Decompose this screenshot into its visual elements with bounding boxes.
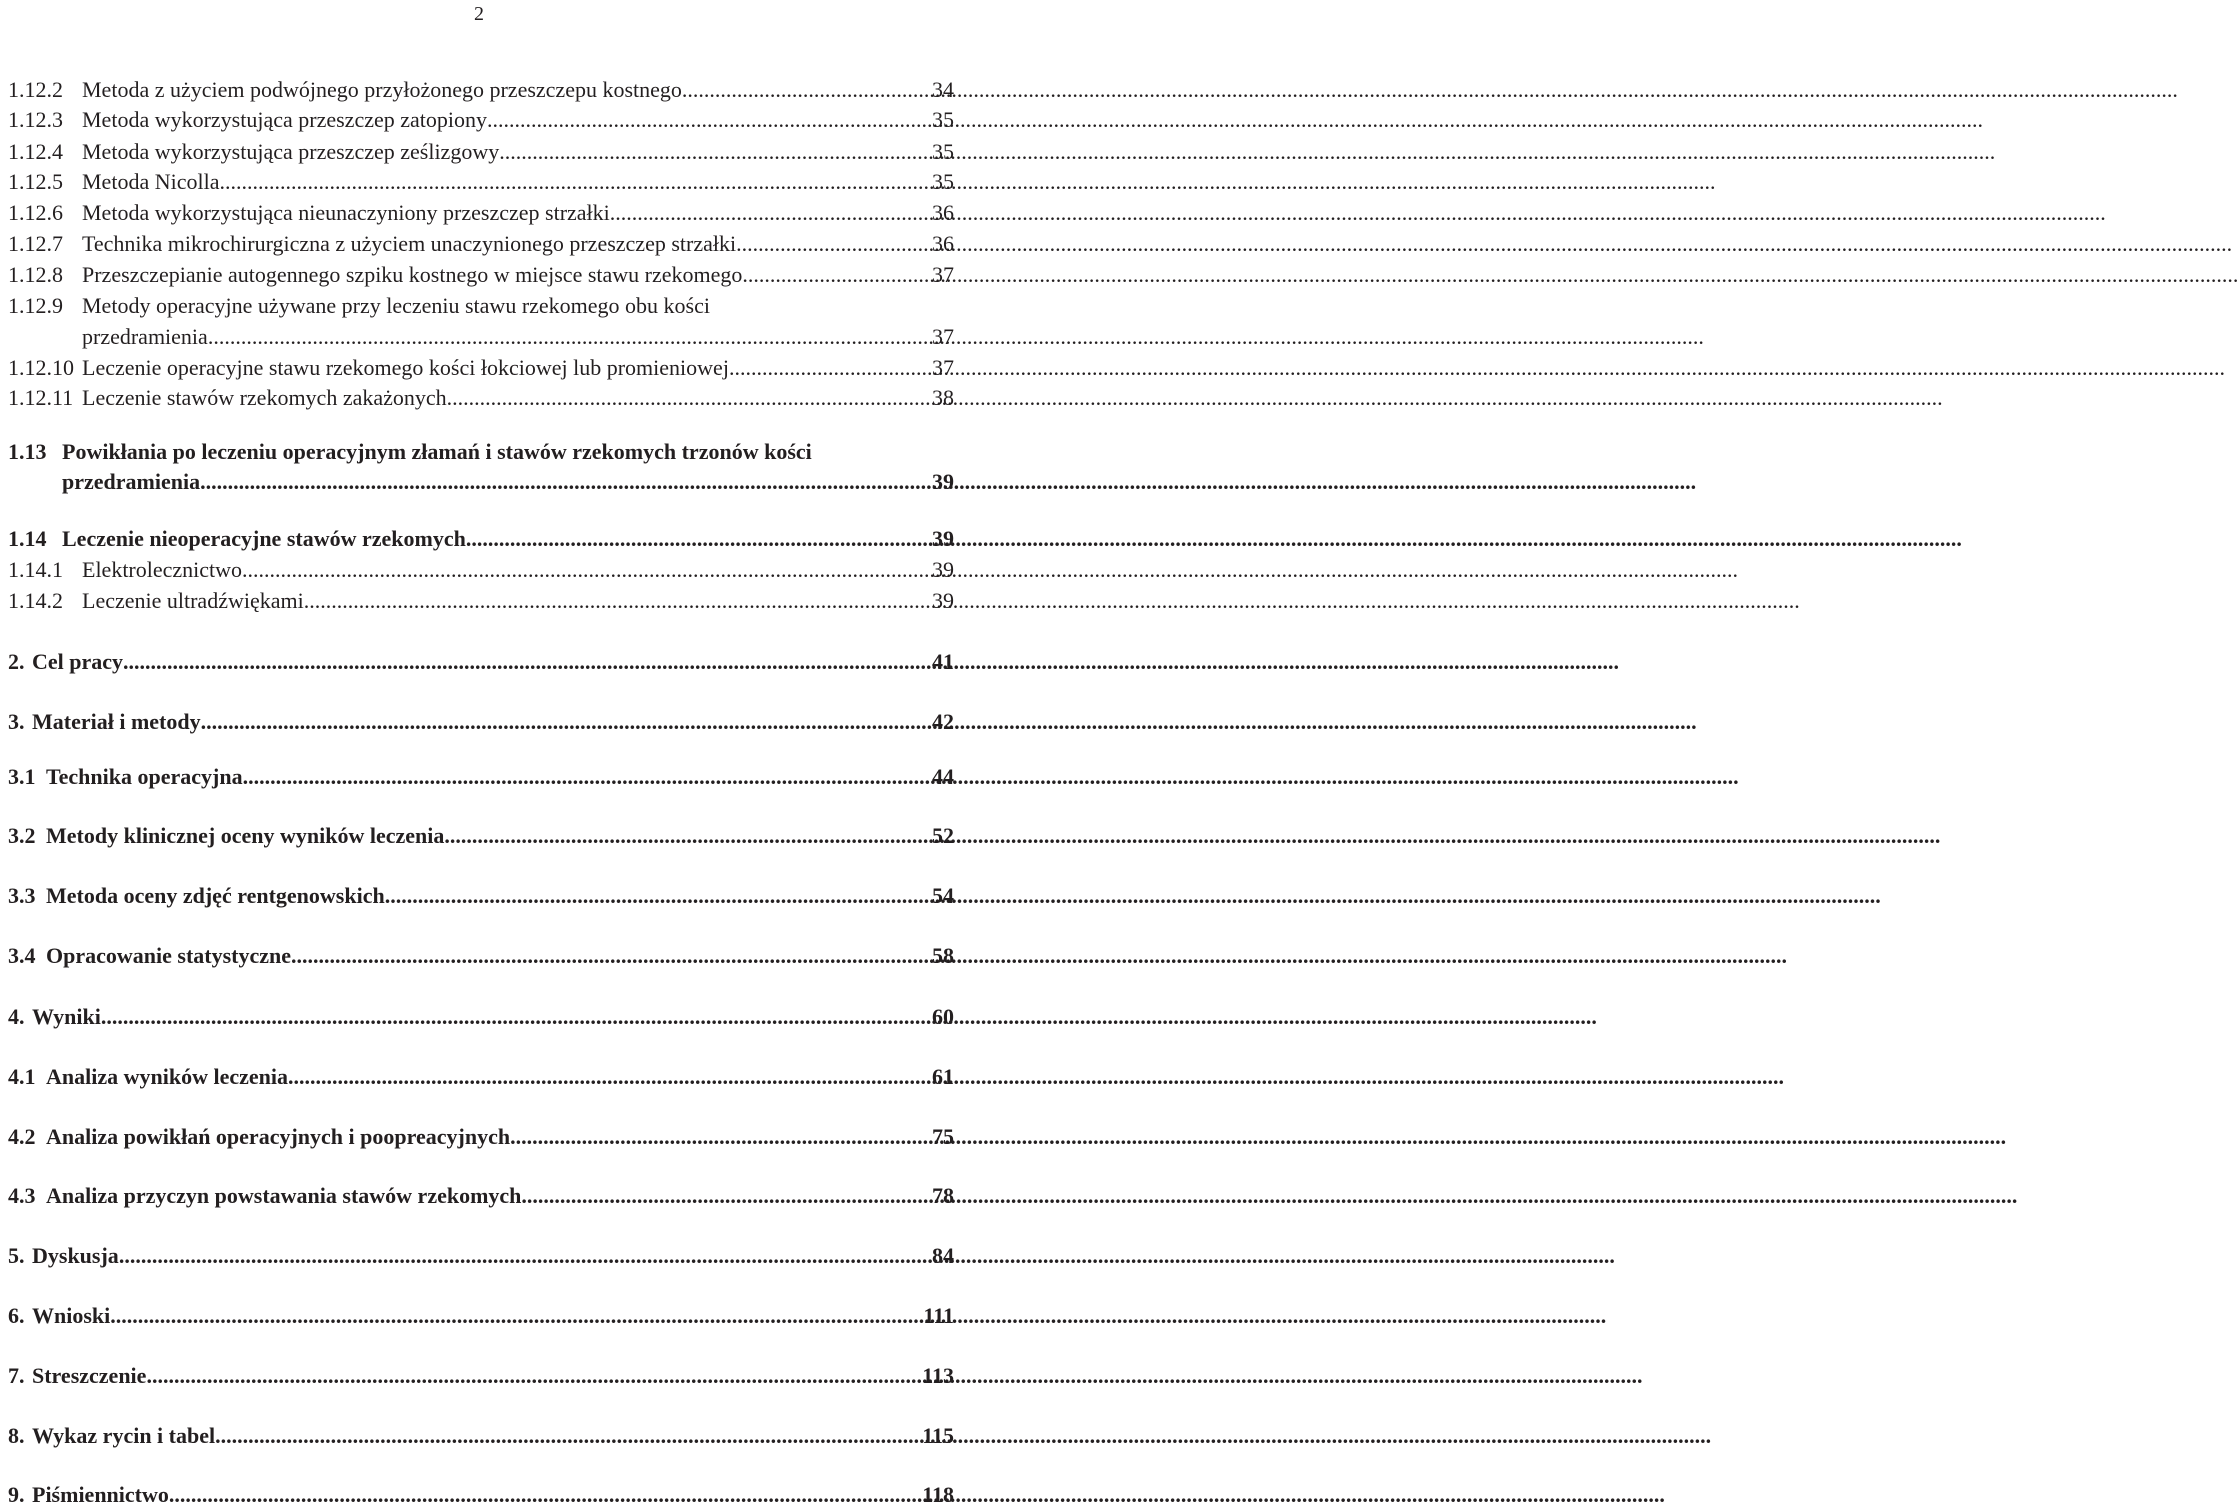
- toc-entry-1-12-2[interactable]: [8, 76, 954, 104]
- toc-entry-title-continued: przedramienia: [62, 469, 201, 494]
- toc-entry-3[interactable]: [8, 708, 954, 736]
- toc-entry-title: Analiza wyników leczenia: [46, 1064, 288, 1089]
- toc-entry-6[interactable]: [8, 1302, 954, 1330]
- toc-entry-title: Elektrolecznictwo: [82, 557, 243, 582]
- toc-entry-1-14-2[interactable]: [8, 587, 954, 615]
- toc-entry-page: 84: [932, 1243, 954, 1268]
- toc-entry-page: 41: [932, 649, 954, 674]
- toc-entry-1-12-5[interactable]: [8, 168, 954, 196]
- toc-entry-page: 44: [932, 764, 954, 789]
- toc-entry-page: 75: [932, 1124, 954, 1149]
- toc-entry-7[interactable]: [8, 1362, 954, 1390]
- toc-entry-title: Technika operacyjna: [46, 764, 243, 789]
- toc-entry-title: Metoda wykorzystująca przeszczep ześlizgowy: [82, 139, 500, 164]
- toc-leader-dots: [288, 1063, 932, 1091]
- toc-leader-dots: [146, 1362, 922, 1390]
- toc-entry-page: 111: [923, 1303, 954, 1328]
- toc-entry-page: 113: [922, 1363, 954, 1388]
- toc-entry-page: 115: [922, 1423, 954, 1448]
- toc-entry-1-12-10[interactable]: [8, 354, 954, 382]
- toc-entry-4[interactable]: [8, 1003, 954, 1031]
- toc-leader-dots: [729, 354, 932, 382]
- toc-entry-title: Wykaz rycin i tabel: [32, 1423, 216, 1448]
- toc-leader-dots: [466, 525, 932, 553]
- toc-entry-title: Piśmiennictwo: [32, 1482, 169, 1507]
- toc-entry-number: 3.3: [8, 883, 36, 908]
- toc-entry-5[interactable]: [8, 1242, 954, 1270]
- toc-leader-dots: [215, 1422, 922, 1450]
- toc-entry-title: Metody operacyjne używane przy leczeniu stawu rzekomego obu kości: [82, 293, 710, 318]
- toc-entry-page: 118: [922, 1482, 954, 1507]
- toc-leader-dots: [201, 708, 932, 736]
- toc-leader-dots: [219, 168, 932, 196]
- toc-entry-number: 1.14: [8, 526, 47, 551]
- toc-entry-number: 1.12.2: [8, 77, 63, 102]
- toc-entry-1-12-4[interactable]: [8, 138, 954, 166]
- toc-entry-number: 1.12.4: [8, 139, 63, 164]
- toc-entry-page: 39: [932, 526, 954, 551]
- toc-entry-number: 7.: [8, 1363, 25, 1388]
- toc-entry-1-12-11[interactable]: [8, 384, 954, 412]
- toc-entry-title: Leczenie operacyjne stawu rzekomego kości łokciowej lub promieniowej: [82, 355, 729, 380]
- toc-entry-page: 78: [932, 1183, 954, 1208]
- toc-entry-title: Metody klinicznej oceny wyników leczenia: [46, 823, 445, 848]
- toc-entry-title: Metoda oceny zdjęć rentgenowskich: [46, 883, 385, 908]
- toc-entry-3-1[interactable]: [8, 763, 954, 791]
- toc-entry-1-14-1[interactable]: [8, 556, 954, 584]
- toc-entry-page: 54: [932, 883, 954, 908]
- toc-entry-number: 1.12.10: [8, 355, 74, 380]
- toc-entry-title: Opracowanie statystyczne: [46, 943, 292, 968]
- toc-entry-title: Streszczenie: [32, 1363, 147, 1388]
- toc-entry-9[interactable]: [8, 1481, 954, 1509]
- toc-entry-number: 3.1: [8, 764, 36, 789]
- toc-entry-title: Analiza powikłań operacyjnych i poopreacyjnych: [46, 1124, 511, 1149]
- toc-entry-number: 1.12.5: [8, 169, 63, 194]
- toc-entry-page: 52: [932, 823, 954, 848]
- toc-entry-number: 9.: [8, 1482, 25, 1507]
- toc-entry-4-2[interactable]: [8, 1123, 954, 1151]
- toc-leader-dots: [242, 556, 932, 584]
- toc-leader-dots: [610, 199, 932, 227]
- toc-entry-number: 1.12.11: [8, 385, 74, 410]
- toc-entry-number: 6.: [8, 1303, 25, 1328]
- toc-entry-title: Metoda wykorzystująca przeszczep zatopiony: [82, 107, 487, 132]
- toc-leader-dots: [510, 1123, 932, 1151]
- toc-entry-title: Metoda Nicolla: [82, 169, 220, 194]
- toc-entry-number: 5.: [8, 1243, 25, 1268]
- toc-entry-2[interactable]: [8, 648, 954, 676]
- toc-leader-dots: [101, 1003, 932, 1031]
- toc-entry-number: 1.12.6: [8, 200, 63, 225]
- toc-entry-1-12-3[interactable]: [8, 106, 954, 134]
- toc-leader-dots: [200, 468, 932, 496]
- toc-entry-4-1[interactable]: [8, 1063, 954, 1091]
- toc-entry-1-13[interactable]: [8, 438, 954, 466]
- toc-entry-page: 35: [932, 169, 954, 194]
- toc-leader-dots: [447, 384, 932, 412]
- toc-leader-dots: [208, 323, 932, 351]
- toc-entry-page: 60: [932, 1004, 954, 1029]
- toc-leader-dots: [682, 76, 932, 104]
- toc-entry-1-12-8[interactable]: [8, 261, 954, 289]
- toc-entry-number: 1.12.3: [8, 107, 63, 132]
- toc-entry-number: 2.: [8, 649, 25, 674]
- toc-entry-page: 35: [932, 107, 954, 132]
- toc-entry-1-14[interactable]: [8, 525, 954, 553]
- toc-entry-title: Metoda z użyciem podwójnego przyłożonego przeszczepu kostnego: [82, 77, 682, 102]
- toc-entry-page: 39: [932, 557, 954, 582]
- toc-leader-dots: [742, 261, 932, 289]
- toc-entry-title: Metoda wykorzystująca nieunaczyniony przeszczep strzałki: [82, 200, 610, 225]
- toc-leader-dots: [243, 763, 932, 791]
- toc-entry-title: Materiał i metody: [32, 709, 201, 734]
- toc-entry-title: Cel pracy: [32, 649, 124, 674]
- toc-leader-dots: [169, 1481, 922, 1509]
- toc-entry-4-3[interactable]: [8, 1182, 954, 1210]
- toc-entry-title-continued: przedramienia: [82, 324, 208, 349]
- toc-entry-title: Leczenie ultradźwiękami: [82, 588, 304, 613]
- toc-entry-page: 39: [932, 469, 954, 494]
- toc-entry-number: 8.: [8, 1423, 25, 1448]
- toc-entry-number: 4.1: [8, 1064, 36, 1089]
- toc-entry-page: 34: [932, 77, 954, 102]
- toc-entry-page: 37: [932, 262, 954, 287]
- toc-entry-8[interactable]: [8, 1422, 954, 1450]
- toc-entry-3-3[interactable]: [8, 882, 954, 910]
- toc-leader-dots: [444, 822, 932, 850]
- toc-leader-dots: [736, 230, 932, 258]
- toc-leader-dots: [487, 106, 932, 134]
- toc-entry-page: 35: [932, 139, 954, 164]
- toc-entry-1-12-9-continued[interactable]: [82, 323, 954, 351]
- toc-entry-title: Powikłania po leczeniu operacyjnym złamań i stawów rzekomych trzonów kości: [62, 439, 812, 464]
- toc-entry-page: 42: [932, 709, 954, 734]
- toc-entry-number: 4.: [8, 1004, 25, 1029]
- toc-leader-dots: [521, 1182, 932, 1210]
- toc-entry-number: 4.2: [8, 1124, 36, 1149]
- toc-entry-page: 37: [932, 355, 954, 380]
- toc-entry-title: Przeszczepianie autogennego szpiku kostnego w miejsce stawu rzekomego: [82, 262, 743, 287]
- toc-entry-title: Analiza przyczyn powstawania stawów rzekomych: [46, 1183, 522, 1208]
- toc-entry-number: 4.3: [8, 1183, 36, 1208]
- toc-entry-1-12-9[interactable]: [8, 292, 954, 320]
- toc-entry-3-2[interactable]: [8, 822, 954, 850]
- toc-entry-page: 36: [932, 200, 954, 225]
- toc-entry-number: 1.13: [8, 439, 47, 464]
- toc-entry-3-4[interactable]: [8, 942, 954, 970]
- toc-entry-number: 1.12.8: [8, 262, 63, 287]
- toc-entry-page: 38: [932, 385, 954, 410]
- toc-entry-title: Wyniki: [32, 1004, 101, 1029]
- toc-leader-dots: [304, 587, 932, 615]
- toc-entry-title: Leczenie nieoperacyjne stawów rzekomych: [62, 526, 466, 551]
- toc-entry-number: 1.12.9: [8, 293, 63, 318]
- toc-leader-dots: [499, 138, 932, 166]
- toc-entry-title: Technika mikrochirurgiczna z użyciem unaczynionego przeszczep strzałki: [82, 231, 737, 256]
- toc-leader-dots: [291, 942, 932, 970]
- page-number: 2: [474, 3, 484, 25]
- toc-entry-title: Leczenie stawów rzekomych zakażonych: [82, 385, 447, 410]
- toc-entry-page: 37: [932, 324, 954, 349]
- toc-entry-1-12-7[interactable]: [8, 230, 954, 258]
- toc-entry-title: Wnioski: [32, 1303, 111, 1328]
- toc-leader-dots: [119, 1242, 932, 1270]
- toc-entry-page: 36: [932, 231, 954, 256]
- toc-entry-page: 61: [932, 1064, 954, 1089]
- toc-entry-number: 1.14.1: [8, 557, 63, 582]
- toc-leader-dots: [110, 1302, 923, 1330]
- toc-entry-1-13-continued[interactable]: [62, 468, 954, 496]
- toc-entry-page: 39: [932, 588, 954, 613]
- toc-entry-page: 58: [932, 943, 954, 968]
- toc-entry-number: 3.2: [8, 823, 36, 848]
- toc-entry-number: 3.: [8, 709, 25, 734]
- toc-entry-number: 3.4: [8, 943, 36, 968]
- toc-leader-dots: [123, 648, 932, 676]
- toc-entry-title: Dyskusja: [32, 1243, 119, 1268]
- toc-entry-1-12-6[interactable]: [8, 199, 954, 227]
- toc-entry-number: 1.12.7: [8, 231, 63, 256]
- toc-entry-number: 1.14.2: [8, 588, 63, 613]
- toc-leader-dots: [385, 882, 932, 910]
